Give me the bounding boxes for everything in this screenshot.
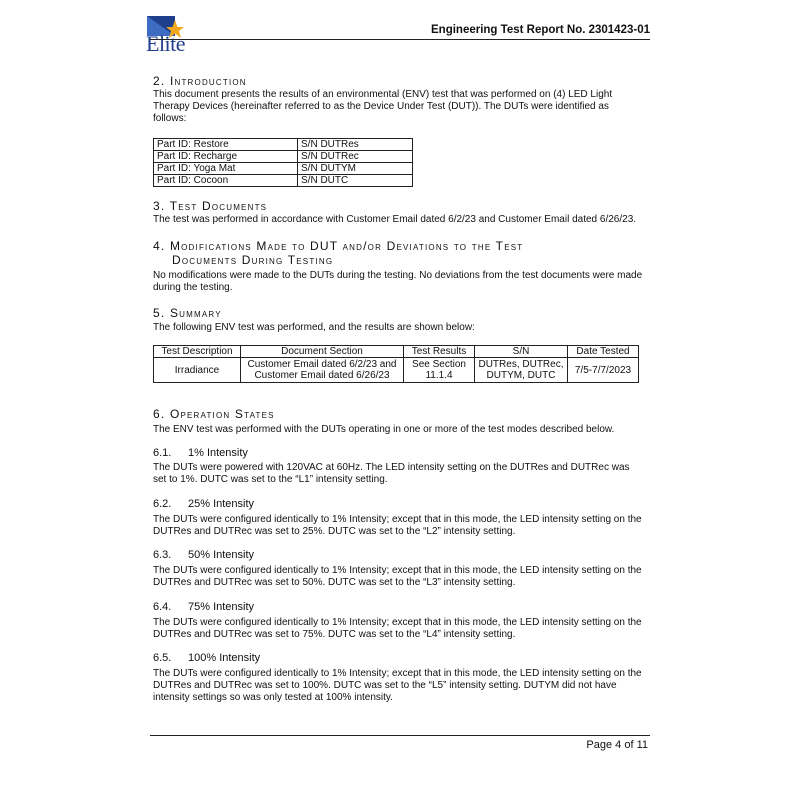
mode-heading: [153, 447, 248, 460]
table-row: [154, 163, 413, 175]
table-row: [154, 151, 413, 163]
mode-description: The DUTs were configured identically to 1% Intensity; except that in this mode, the LED intensity setting on the DUTRes and DUTRec was set to 100%. DUTC was set to the “L5” intensity setting. DUTYM did not have intensity settings so was only tested at 100% intensity.: [153, 668, 642, 703]
section-heading-introduction: 2. Introduction: [153, 74, 247, 88]
section-heading-summary: 5. Summary: [153, 306, 222, 320]
page-number: Page 4 of 11: [586, 739, 648, 751]
mode-number: 6.3.: [153, 549, 172, 561]
mode-number: 6.2.: [153, 498, 172, 510]
serial-number-cell: S/N DUTRes: [298, 139, 413, 151]
part-id-cell: Part ID: Yoga Mat: [154, 163, 298, 175]
serial-number-cell: S/N DUTC: [298, 175, 413, 187]
part-id-cell: Part ID: Recharge: [154, 151, 298, 163]
document-section-cell: Customer Email dated 6/2/23 and Customer Email dated 6/26/23: [241, 358, 404, 383]
column-header: Date Tested: [568, 346, 639, 358]
dut-parts-table: [153, 138, 413, 187]
section-heading-modifications-cont: Documents During Testing: [172, 253, 334, 267]
section-heading-modifications: 4. Modifications Made to DUT and/or Deviations to the Test: [153, 239, 524, 253]
mode-description: The DUTs were powered with 120VAC at 60Hz. The LED intensity setting on the DUTRes and DUTRec was set to 1%. DUTC was set to the “L1” intensity setting.: [153, 462, 630, 485]
part-id-cell: Part ID: Cocoon: [154, 175, 298, 187]
column-header: Test Results: [404, 346, 475, 358]
section-heading-operation-states: 6. Operation States: [153, 407, 275, 421]
section-heading-test-documents: 3. Test Documents: [153, 199, 268, 213]
mode-heading: [153, 601, 254, 614]
footer-divider: [150, 735, 650, 736]
mode-heading: [153, 652, 260, 665]
report-number: Engineering Test Report No. 2301423-01: [431, 24, 650, 36]
mode-number: 6.4.: [153, 601, 172, 613]
mode-title: 100% Intensity: [188, 652, 261, 664]
introduction-text: This document presents the results of an environmental (ENV) test that was performed on (4) LED Light Therapy Devices (hereinafter referred to as the Device Under Test (DUT)). The DUTs were identified as follows:: [153, 89, 613, 124]
table-header-row: [154, 346, 639, 358]
mode-title: 50% Intensity: [188, 549, 255, 561]
mode-heading: [153, 549, 254, 562]
serial-number-cell: DUTRes, DUTRec, DUTYM, DUTC: [475, 358, 568, 383]
column-header: Test Description: [154, 346, 241, 358]
serial-number-cell: S/N DUTRec: [298, 151, 413, 163]
serial-number-cell: S/N DUTYM: [298, 163, 413, 175]
part-id-cell: Part ID: Restore: [154, 139, 298, 151]
summary-text: The following ENV test was performed, and the results are shown below:: [153, 322, 475, 333]
table-row: [154, 358, 639, 383]
mode-description: The DUTs were configured identically to 1% Intensity; except that in this mode, the LED intensity setting on the DUTRes and DUTRec was set to 50%. DUTC was set to the “L3” intensity setting.: [153, 565, 642, 588]
date-tested-cell: 7/5-7/7/2023: [568, 358, 639, 383]
test-description-cell: Irradiance: [154, 358, 241, 383]
table-row: [154, 175, 413, 187]
mode-description: The DUTs were configured identically to 1% Intensity; except that in this mode, the LED intensity setting on the DUTRes and DUTRec was set to 25%. DUTC was set to the “L2” intensity setting.: [153, 514, 642, 537]
column-header: S/N: [475, 346, 568, 358]
operation-states-text: The ENV test was performed with the DUTs operating in one or more of the test modes described below.: [153, 424, 615, 435]
mode-title: 1% Intensity: [188, 447, 248, 459]
header-divider: [150, 39, 650, 40]
test-results-cell: See Section 11.1.4: [404, 358, 475, 383]
modifications-text: No modifications were made to the DUTs during the testing. No deviations from the test documents were made during the testing.: [153, 270, 643, 293]
mode-number: 6.1.: [153, 447, 172, 459]
test-documents-text: The test was performed in accordance with Customer Email dated 6/2/23 and Customer Email dated 6/26/23.: [153, 214, 637, 225]
mode-title: 75% Intensity: [188, 601, 255, 613]
mode-number: 6.5.: [153, 652, 172, 664]
table-row: [154, 139, 413, 151]
mode-title: 25% Intensity: [188, 498, 255, 510]
mode-description: The DUTs were configured identically to 1% Intensity; except that in this mode, the LED intensity setting on the DUTRes and DUTRec was set to 75%. DUTC was set to the “L4” intensity setting.: [153, 617, 642, 640]
mode-heading: [153, 498, 254, 511]
logo-wordmark: Elite: [146, 31, 186, 56]
summary-table: [153, 345, 639, 383]
column-header: Document Section: [241, 346, 404, 358]
